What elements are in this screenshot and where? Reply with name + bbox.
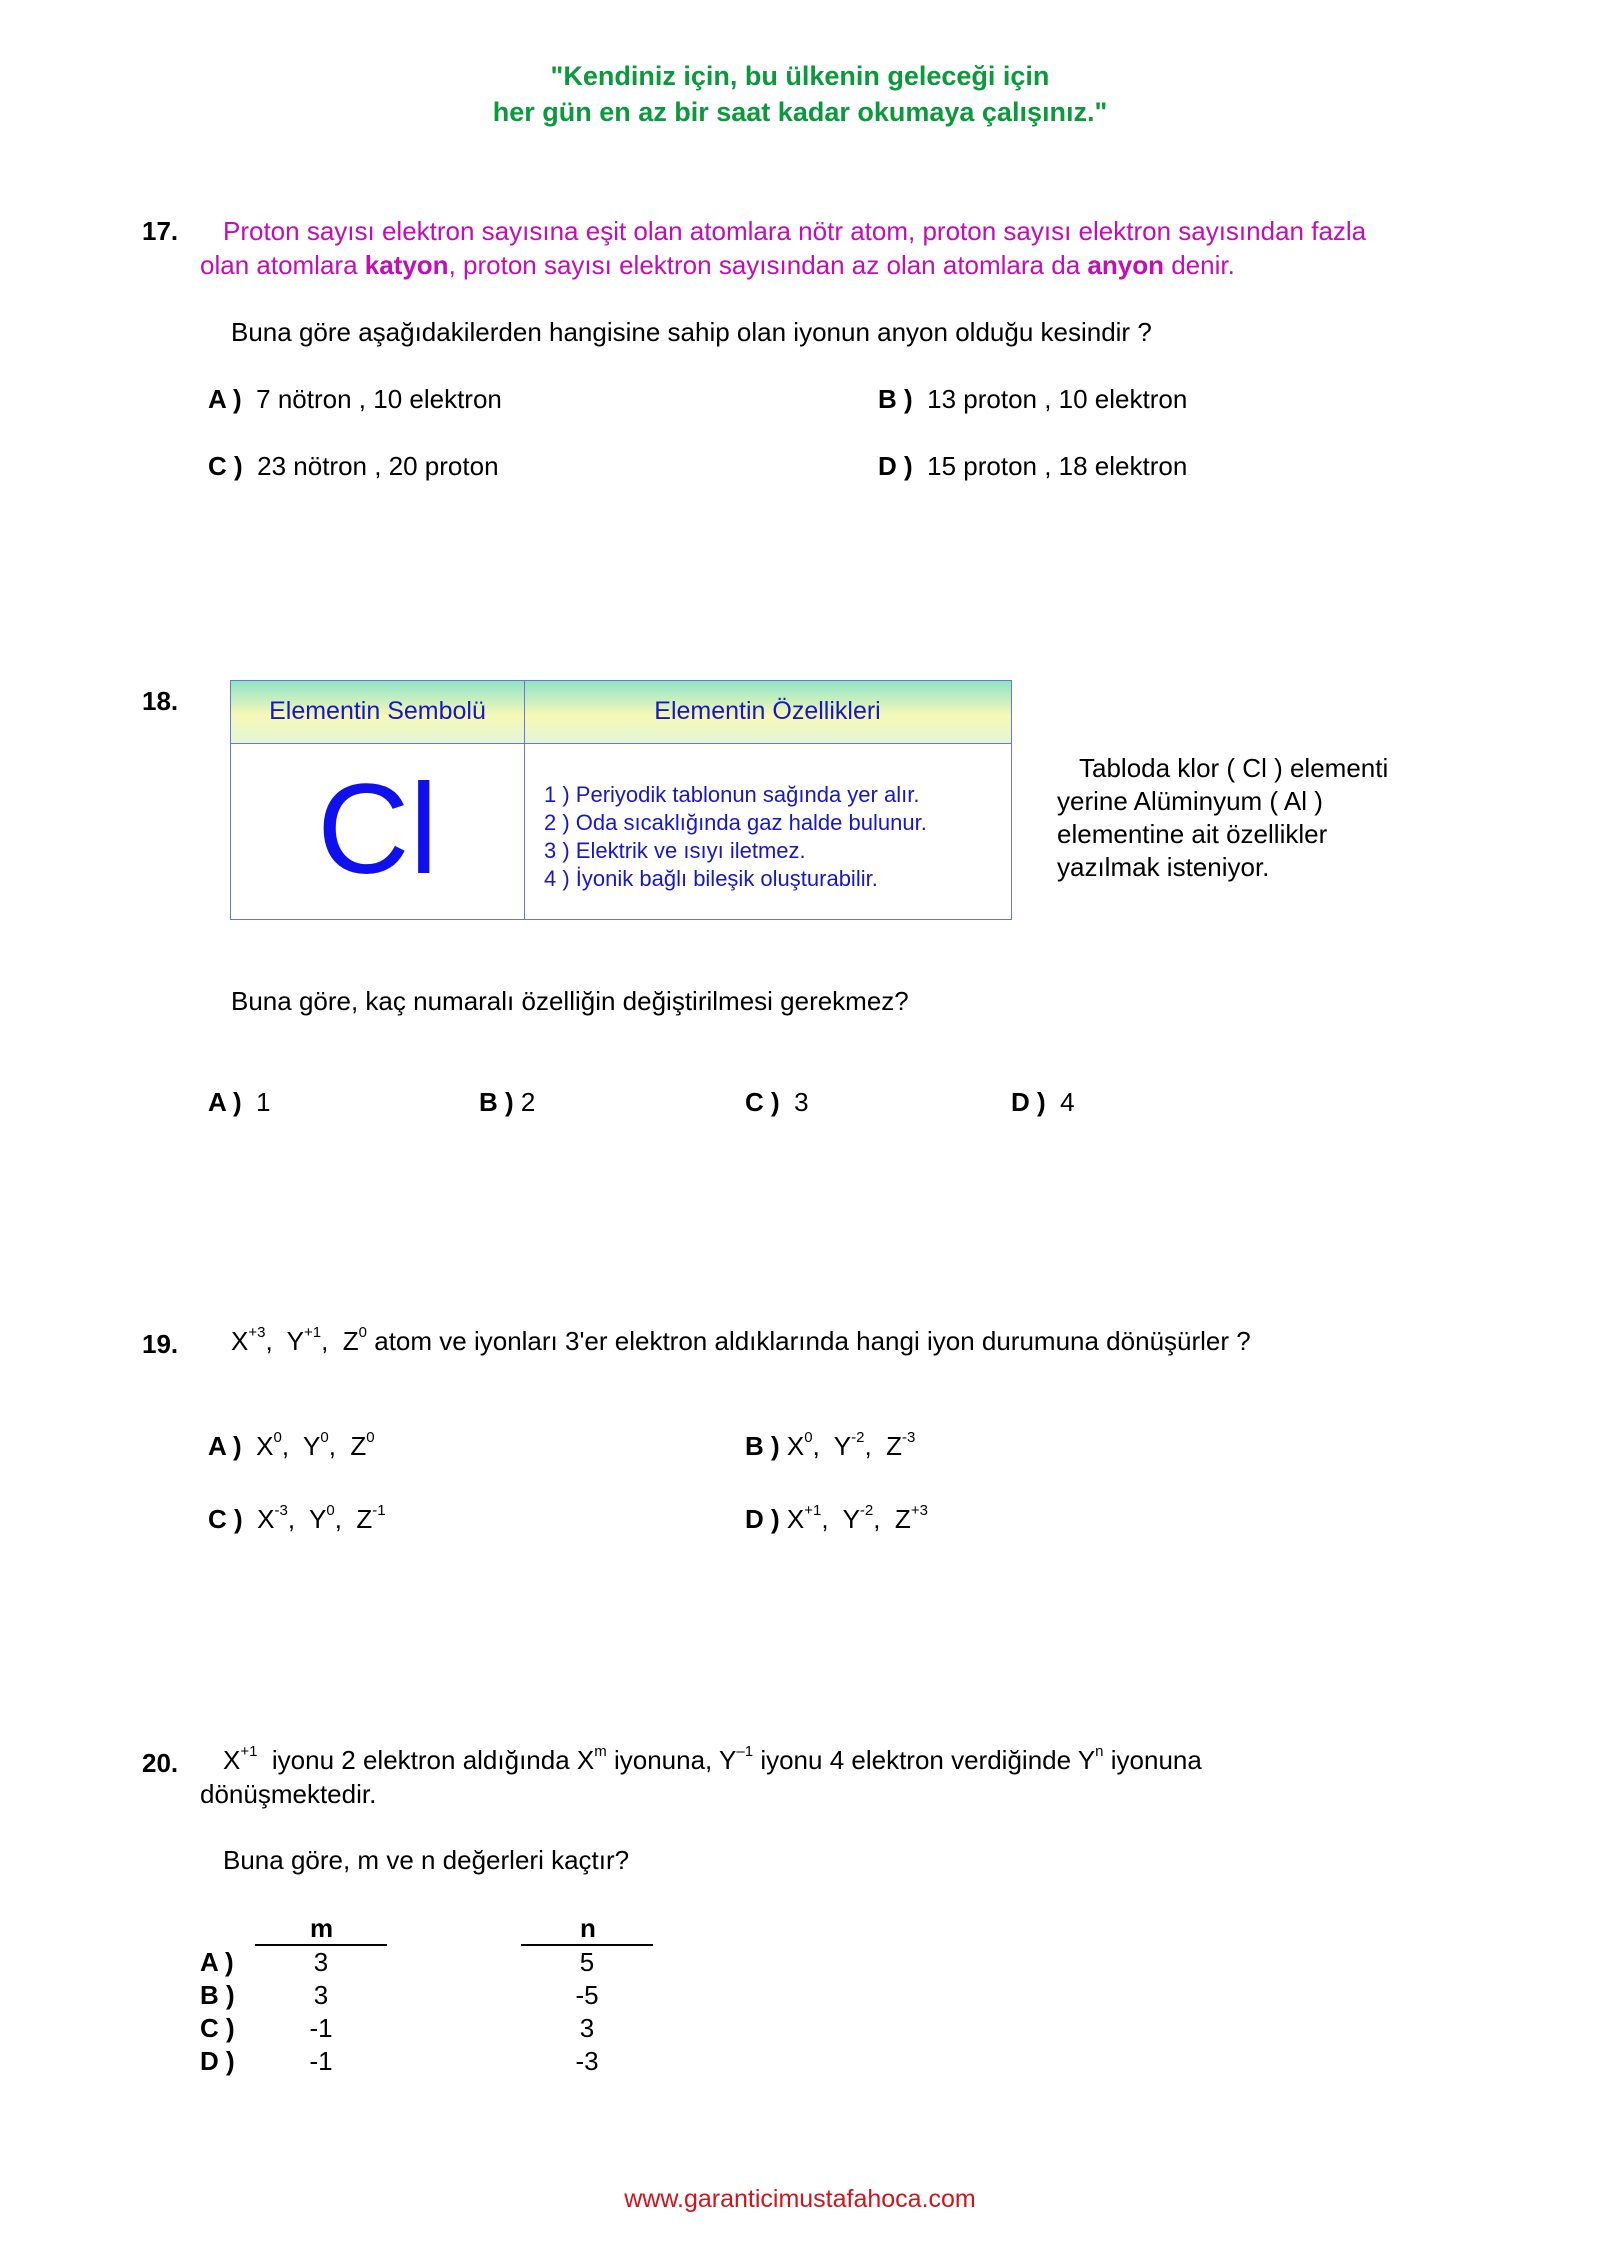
q19-option-d[interactable]: D ) $X^{+1}$, $Y^{-2}$, $Z^{+3}$ (745, 1502, 928, 1534)
ion-charge: m (594, 1743, 607, 1760)
option-label: A ) (208, 1431, 242, 1461)
ion-symbol: Y (833, 1431, 852, 1461)
properties-column-header: Elementin Özellikleri (654, 697, 881, 725)
q18-option-c[interactable] (745, 1087, 809, 1118)
property-4: 4 ) İyonik bağlı bileşik oluşturabilir. (544, 866, 878, 891)
ion-symbol: X (256, 1431, 274, 1461)
ion-charge: n (1095, 1743, 1104, 1760)
option-text: 4 (1060, 1087, 1075, 1117)
ion-charge: -3 (274, 1502, 288, 1519)
question-17-text-line-2 (200, 250, 1235, 281)
option-label: C ) (745, 1087, 780, 1117)
property-2: 2 ) Oda sıcaklığında gaz halde bulunur. (544, 810, 927, 835)
question-17-prompt: Buna göre aşağıdakilerden hangisine sahip olan iyonun anyon olduğu kesindir ? (231, 317, 1152, 347)
n-value: 3 (579, 2013, 595, 2043)
q17-text-part: olan atomlara (200, 250, 365, 280)
question-20-text: iyonu 2 elektron aldığında X (271, 1745, 595, 1775)
m-value: 3 (313, 1980, 329, 2010)
ion-charge: -1 (372, 1502, 386, 1519)
q19-option-a[interactable]: A ) $X^0$, $Y^0$, $Z^0$ (208, 1429, 375, 1461)
ion-symbol: X (257, 1504, 275, 1534)
option-label: A ) (208, 1087, 242, 1117)
question-17-number: 17. (142, 216, 179, 246)
q20-option-d[interactable] (200, 2045, 660, 2078)
ion-charge: -2 (851, 1429, 865, 1446)
question-17-text-line-1: Proton sayısı elektron sayısına eşit olan atomlara nötr atom, proton sayısı elektron sayısından fazla (223, 216, 1367, 246)
ion-charge: +1 (304, 1324, 322, 1341)
question-18-number: 18. (142, 686, 179, 716)
n-value: -3 (575, 2046, 599, 2076)
q20-option-b[interactable] (200, 1979, 660, 2012)
option-label: B ) (200, 1980, 235, 2010)
katyon-term: katyon (364, 250, 449, 280)
question-19-number: 19. (142, 1329, 179, 1359)
option-label: B ) (745, 1431, 780, 1461)
n-value: 5 (579, 1947, 595, 1977)
side-text-line: yazılmak isteniyor. (1057, 852, 1270, 882)
option-text: 1 (256, 1087, 271, 1117)
ion-symbol: X (231, 1326, 249, 1356)
option-label: B ) (878, 384, 913, 414)
question-19-text: atom ve iyonları 3'er elektron aldıklarında hangi iyon durumuna dönüşürler ? (374, 1326, 1251, 1356)
ion-charge: 0 (326, 1502, 335, 1519)
ion-symbol: Z (350, 1431, 367, 1461)
anyon-term: anyon (1087, 250, 1164, 280)
q17-text-part: denir. (1163, 250, 1235, 280)
symbol-column-header: Elementin Sembolü (269, 697, 486, 725)
q17-text-part: , proton sayısı elektron sayısından az olan atomlara da (448, 250, 1088, 280)
ion-symbol: Z (356, 1504, 373, 1534)
q19-option-c[interactable]: C ) $X^{-3}$, $Y^0$, $Z^{-1}$ (208, 1502, 386, 1534)
option-text: 13 proton , 10 elektron (927, 384, 1188, 414)
q18-option-b[interactable] (479, 1087, 535, 1118)
ion-charge: +3 (248, 1324, 266, 1341)
question-20-text: iyonuna (1110, 1745, 1202, 1775)
option-label: B ) (479, 1087, 514, 1117)
footer-website-link[interactable]: www.garanticimustafahoca.com (624, 2185, 976, 2213)
ion-symbol: Z (894, 1504, 911, 1534)
option-label: C ) (208, 451, 243, 481)
ion-symbol: X (786, 1431, 805, 1461)
option-text: 23 nötron , 20 proton (257, 451, 499, 481)
question-20-number: 20. (142, 1748, 179, 1778)
ion-charge: 0 (273, 1429, 282, 1446)
property-1: 1 ) Periyodik tablonun sağında yer alır. (544, 782, 920, 807)
side-text-line: elementine ait özellikler (1057, 819, 1328, 849)
question-20-stem (223, 1745, 1202, 1776)
option-label: D ) (745, 1504, 780, 1534)
q18-option-d[interactable] (1011, 1087, 1075, 1118)
option-label: A ) (200, 1947, 234, 1977)
element-table (230, 680, 1012, 920)
option-text: 3 (794, 1087, 809, 1117)
property-3: 3 ) Elektrik ve ısıyı iletmez. (544, 838, 806, 863)
element-symbol: Cl (317, 758, 438, 901)
option-label: A ) (208, 384, 242, 414)
ion-symbol: Y (842, 1504, 860, 1534)
motto-line-1: "Kendiniz için, bu ülkenin geleceği için (550, 61, 1050, 91)
q19-option-b[interactable]: B ) $X^0$, $Y^{-2}$, $Z^{-3}$ (745, 1429, 916, 1461)
side-text-line: Tabloda klor ( Cl ) elementi (1079, 753, 1389, 783)
question-18-side-text (1057, 752, 1388, 884)
question-19-stem: $X^{+3}$, $Y^{+1}$, $Z^0$ atom ve iyonları 3'er elektron aldıklarında hangi iyon durumuna dönüşürler ? (231, 1324, 1251, 1356)
m-value: 3 (313, 1947, 329, 1977)
option-text: 15 proton , 18 elektron (927, 451, 1188, 481)
option-label: C ) (200, 2013, 235, 2043)
ion-charge: –1 (736, 1743, 754, 1760)
n-column-header: n (580, 1913, 596, 1943)
ion-symbol: Y (286, 1326, 304, 1356)
q17-option-d[interactable] (878, 451, 1187, 482)
ion-symbol: Y (303, 1431, 321, 1461)
n-value: -5 (575, 1980, 599, 2010)
m-column-header: m (310, 1913, 334, 1943)
side-text-line: yerine Alüminyum ( Al ) (1057, 786, 1323, 816)
q17-option-b[interactable] (878, 384, 1187, 415)
ion-charge: 0 (358, 1324, 368, 1341)
ion-charge: 0 (804, 1429, 813, 1446)
ion-symbol: X (786, 1504, 805, 1534)
q18-option-a[interactable] (208, 1087, 271, 1118)
question-18-prompt: Buna göre, kaç numaralı özelliğin değiştirilmesi gerekmez? (231, 986, 909, 1016)
q17-option-c[interactable] (208, 451, 499, 482)
option-text: 7 nötron , 10 elektron (256, 384, 502, 414)
m-value: -1 (309, 2046, 333, 2076)
ion-charge: -2 (859, 1502, 874, 1519)
ion-symbol: Z (886, 1431, 903, 1461)
question-20-text: iyonuna, Y (613, 1745, 737, 1775)
q17-option-a[interactable] (208, 384, 502, 415)
element-properties-list (544, 781, 927, 893)
option-label: D ) (200, 2046, 235, 2076)
motto-line-2: her gün en az bir saat kadar okumaya çalışınız." (492, 97, 1108, 127)
question-20-text: iyonu 4 elektron verdiğinde Y (760, 1745, 1096, 1775)
ion-charge: -3 (902, 1429, 916, 1446)
option-label: C ) (208, 1504, 243, 1534)
q20-option-a[interactable] (200, 1946, 660, 1979)
ion-symbol: Y (309, 1504, 327, 1534)
q20-options-table (200, 1946, 660, 2078)
ion-charge: 0 (366, 1429, 375, 1446)
option-text: 2 (520, 1087, 536, 1117)
ion-charge: 0 (320, 1429, 329, 1446)
question-20-stem-line-2: dönüşmektedir. (200, 1779, 377, 1809)
ion-charge: +1 (804, 1502, 822, 1519)
ion-symbol: Z (342, 1326, 359, 1356)
m-value: -1 (309, 2013, 333, 2043)
ion-charge: +1 (240, 1743, 258, 1760)
question-20-prompt: Buna göre, m ve n değerleri kaçtır? (223, 1845, 630, 1875)
q20-option-c[interactable] (200, 2012, 660, 2045)
option-label: D ) (1011, 1087, 1046, 1117)
ion-charge: +3 (910, 1502, 928, 1519)
option-label: D ) (878, 451, 913, 481)
ion-symbol: X (223, 1745, 241, 1775)
